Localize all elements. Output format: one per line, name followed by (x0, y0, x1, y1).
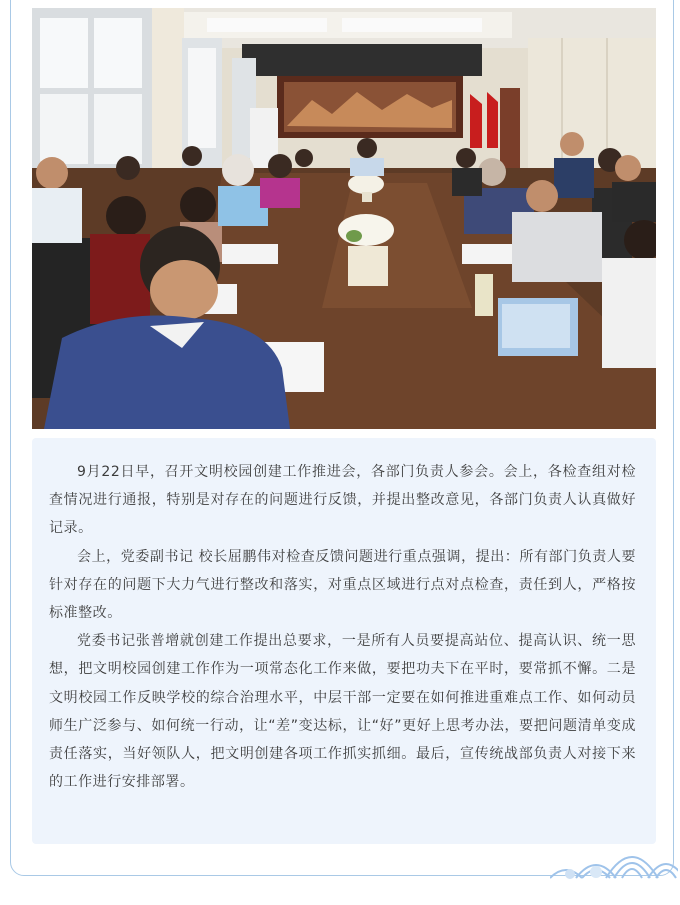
article-paragraph-1: 9月22日早，召开文明校园创建工作推进会，各部门负责人参会。会上，各检查组对检查情况进行通报，特别是对存在的问题进行反馈，并提出整改意见，各部门负责人认真做好记录。 (49, 464, 636, 537)
article-paragraph-2: 会上，党委副书记 校长屈鹏伟对检查反馈问题进行重点强调，提出：所有部门负责人要针对存在的问题下大力气进行整改和落实，对重点区域进行点对点检查，责任到人，严格按标准整改。 (49, 548, 636, 622)
wave-pattern-icon (550, 834, 678, 880)
article-body (32, 438, 656, 844)
meeting-photo-illustration (32, 8, 656, 429)
article-paragraph-3: 党委书记张普增就创建工作提出总要求，一是所有人员要提高站位、提高认识、统一思想，把文明校园创建工作作为一项常态化工作来做，要把功夫下在平时，要常抓不懈。二是文明校园工作反映学校的综合治理水平，中层干部一定要在如何推进重难点工作、如何动员师生广泛参与、如何统一行动，让“差”变达标，让“好”更好上思考办法，要把问题清单变成责任落实，当好领队人，把文明创建各项工作抓实抓细。最后，宣传统战部负责人对接下来的工作进行安排部署。 (49, 633, 636, 791)
meeting-photo (32, 8, 656, 429)
